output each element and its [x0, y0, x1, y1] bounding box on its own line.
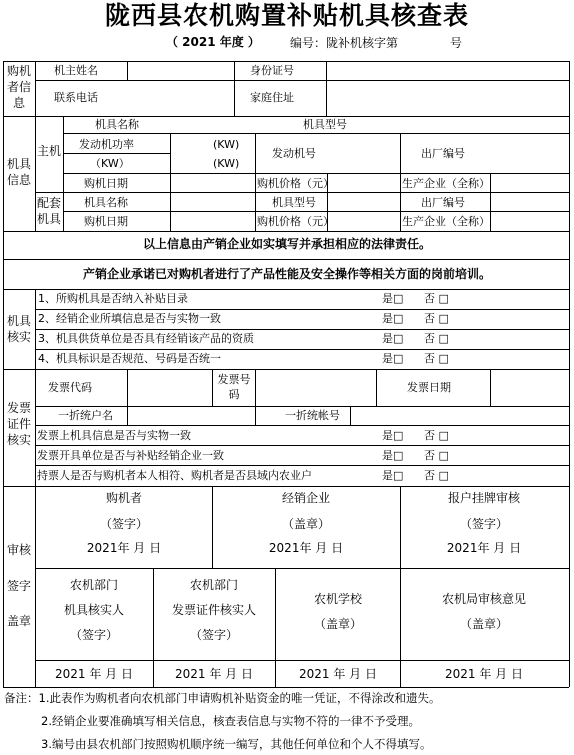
main-machine-label: 主机	[37, 144, 62, 158]
year-label: （ 2021 年度 ）	[166, 35, 260, 49]
no-checkbox[interactable]: 否 □	[424, 429, 449, 442]
invoice-date-field[interactable]	[491, 370, 568, 405]
purchase-price-label: 购机价格（元）	[257, 177, 334, 190]
owner-name-label: 机主姓名	[54, 64, 98, 77]
kw-unit-2: (KW)	[213, 157, 240, 170]
bureau-review-date: 2021 年 月 日	[445, 667, 523, 681]
address-field[interactable]	[327, 81, 568, 115]
factory-number-label: 出厂编号	[421, 147, 465, 160]
signature-label: 签字	[7, 579, 32, 593]
yes-checkbox[interactable]: 是□	[382, 312, 404, 325]
buyer-signature-hint: （签字）	[99, 517, 149, 531]
note-line-3: 3.编号由县农机部门按照购机顺序统一编写，其他任何单位和个人不得填写。	[41, 737, 432, 751]
machine-name-label: 机具名称	[95, 118, 139, 131]
phone-field[interactable]	[128, 81, 233, 115]
buyer-signature-title: 购机者	[105, 491, 143, 505]
seal-label: 盖章	[7, 614, 32, 628]
dealer-seal-title: 经销企业	[281, 491, 331, 505]
account-number-label: 一折统帐号	[285, 409, 340, 422]
kw-unit-1: (KW)	[213, 138, 240, 151]
bureau-review-hint: （盖章）	[459, 617, 509, 631]
number-suffix: 号	[450, 36, 463, 50]
list-item: 发票开具单位是否与补贴经销企业一致	[37, 449, 224, 462]
note-line-2: 2.经销企业要准确填写相关信息，核查表信息与实物不符的一律不予受理。	[41, 714, 420, 728]
machinery-school-title: 农机学校	[313, 592, 363, 606]
purchase-date-label: 购机日期	[84, 177, 128, 190]
accessory-model-label: 机具型号	[272, 196, 316, 209]
machine-model-label: 机具型号	[303, 118, 347, 131]
list-item: 发票上机具信息是否与实物一致	[37, 429, 191, 442]
list-item: 3、机具供货单位是否具有经销该产品的资质	[38, 332, 254, 345]
owner-name-field[interactable]	[128, 62, 233, 79]
invoice-check-label: 发票证件核实	[6, 401, 31, 447]
yes-checkbox[interactable]: 是□	[382, 449, 404, 462]
machinery-school-date: 2021 年 月 日	[299, 667, 377, 681]
accessory-price-label: 购机价格（元）	[257, 215, 334, 228]
list-item: 2、经销企业所填信息是否与实物一致	[38, 312, 221, 325]
list-item: 1、所购机具是否纳入补贴目录	[38, 292, 188, 305]
yes-checkbox[interactable]: 是□	[382, 292, 404, 305]
machine-verifier-date: 2021 年 月 日	[55, 667, 133, 681]
machine-verifier-title-2: 机具核实人	[63, 603, 125, 617]
phone-label: 联系电话	[54, 91, 98, 104]
accessory-date-label: 购机日期	[84, 215, 128, 228]
account-name-label: 一折统户名	[58, 409, 113, 422]
invoice-verifier-hint: （签字）	[189, 628, 239, 642]
invoice-verifier-title-1: 农机部门	[189, 578, 239, 592]
invoice-verifier-title-2: 发票证件核实人	[171, 603, 257, 617]
id-number-label: 身份证号	[250, 64, 294, 77]
yes-checkbox[interactable]: 是□	[382, 332, 404, 345]
kw-label: （KW）	[90, 157, 130, 170]
note-line-1: 备注：1.此表作为购机者向农机部门申请购机补贴资金的唯一凭证，不得涂改和遗失。	[4, 691, 441, 705]
accessory-manufacturer-label: 生产企业（全称）	[402, 215, 490, 228]
account-number-field[interactable]	[351, 407, 568, 424]
list-item: 4、机具标识是否规范、号码是否统一	[38, 352, 221, 365]
machinery-school-hint: （盖章）	[313, 617, 363, 631]
manufacturer-label: 生产企业（全称）	[402, 177, 490, 190]
machine-check-label: 机具核实	[6, 314, 31, 344]
number-label: 编号：陇补机核字第	[290, 36, 399, 50]
engine-power-label: 发动机功率	[79, 138, 134, 151]
machine-verifier-hint: （签字）	[69, 628, 119, 642]
id-number-field[interactable]	[327, 62, 568, 79]
account-name-field[interactable]	[128, 407, 254, 424]
dealer-seal-date: 2021年 月 日	[268, 541, 344, 555]
no-checkbox[interactable]: 否 □	[424, 449, 449, 462]
machine-section-label: 机具信息	[6, 157, 31, 187]
list-item: 持票人是否与购机者本人相符、购机者是否县域内农业户	[37, 469, 312, 482]
yes-checkbox[interactable]: 是□	[382, 352, 404, 365]
dealer-seal-hint: （盖章）	[281, 517, 331, 531]
buyer-section-label: 购机者信息	[6, 64, 31, 110]
plate-review-date: 2021年 月 日	[446, 541, 522, 555]
invoice-date-label: 发票日期	[407, 381, 451, 394]
yes-checkbox[interactable]: 是□	[382, 469, 404, 482]
accessory-label: 配套机具	[37, 196, 62, 226]
no-checkbox[interactable]: 否 □	[424, 469, 449, 482]
invoice-code-field[interactable]	[128, 370, 211, 405]
no-checkbox[interactable]: 否 □	[424, 352, 449, 365]
yes-checkbox[interactable]: 是□	[382, 429, 404, 442]
invoice-number-label: 发票号码	[217, 373, 251, 401]
plate-review-title: 报户挂牌审核	[447, 491, 521, 505]
plate-review-hint: （签字）	[459, 517, 509, 531]
accessory-name-label: 机具名称	[84, 196, 128, 209]
invoice-verifier-date: 2021 年 月 日	[175, 667, 253, 681]
statement-line-1: 以上信息由产销企业如实填写并承担相应的法律责任。	[142, 237, 432, 251]
no-checkbox[interactable]: 否 □	[424, 332, 449, 345]
buyer-signature-date: 2021年 月 日	[86, 541, 162, 555]
engine-number-label: 发动机号	[272, 147, 316, 160]
bureau-review-title: 农机局审核意见	[441, 592, 527, 606]
statement-line-2: 产销企业承诺已对购机者进行了产品性能及安全操作等相关方面的岗前培训。	[82, 267, 492, 281]
address-label: 家庭住址	[250, 91, 294, 104]
no-checkbox[interactable]: 否 □	[424, 312, 449, 325]
invoice-number-field[interactable]	[256, 370, 375, 405]
page-title: 陇西县农机购置补贴机具核查表	[104, 1, 470, 30]
invoice-code-label: 发票代码	[48, 381, 92, 394]
accessory-factory-number-label: 出厂编号	[421, 196, 465, 209]
no-checkbox[interactable]: 否 □	[424, 292, 449, 305]
review-label: 审核	[7, 543, 32, 557]
machine-verifier-title-1: 农机部门	[69, 578, 119, 592]
